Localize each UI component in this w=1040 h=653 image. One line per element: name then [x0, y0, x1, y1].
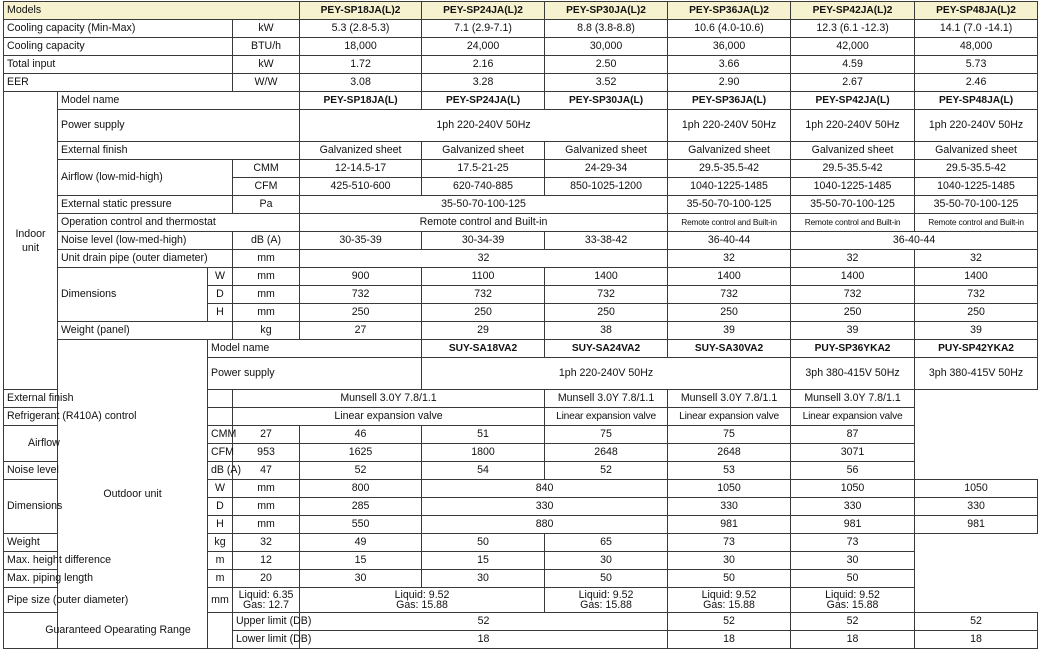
table-cell: 3071 [791, 444, 915, 462]
table-cell: 30 [422, 570, 545, 588]
pipe-gas: Gas: 15.88 [826, 599, 879, 611]
table-cell: 10.6 (4.0-10.6) [668, 20, 791, 38]
table-row [4, 268, 1038, 286]
table-cell: 12 [233, 552, 300, 570]
table-cell: 65 [545, 534, 668, 552]
table-cell: Galvanized sheet [668, 142, 791, 160]
table-cell: Munsell 3.0Y 7.8/1.1 [545, 390, 668, 408]
table-cell: 14.1 (7.0 -14.1) [915, 20, 1038, 38]
table-row [4, 214, 1038, 232]
table-cell: 250 [300, 304, 422, 322]
row-label: Unit drain pipe (outer diameter) [58, 250, 233, 268]
table-cell: PEY-SP36JA(L) [668, 92, 791, 110]
table-cell: Galvanized sheet [422, 142, 545, 160]
table-cell: 12.3 (6.1 -12.3) [791, 20, 915, 38]
table-cell: 12-14.5-17 [300, 160, 422, 178]
table-cell: 1ph 220-240V 50Hz [668, 110, 791, 142]
row-unit: mm [233, 480, 300, 498]
table-cell: Munsell 3.0Y 7.8/1.1 [791, 390, 915, 408]
table-cell: 250 [915, 304, 1038, 322]
table-cell: PEY-SP42JA(L) [791, 92, 915, 110]
table-cell: 1400 [915, 268, 1038, 286]
table-cell: 3.52 [545, 74, 668, 92]
row-unit: mm [233, 250, 300, 268]
table-cell: 30,000 [545, 38, 668, 56]
table-cell: PEY-SP24JA(L) [422, 92, 545, 110]
row-unit: Lower limit (DB) [233, 631, 300, 649]
row-unit: CMM [208, 426, 233, 444]
table-cell: 1100 [422, 268, 545, 286]
table-cell: 17.5-21-25 [422, 160, 545, 178]
table-row [4, 613, 1038, 631]
table-row [4, 588, 1038, 613]
table-cell: 1ph 220-240V 50Hz [791, 110, 915, 142]
table-cell: 42,000 [791, 38, 915, 56]
table-cell: 32 [668, 250, 791, 268]
row-label: Total input [4, 56, 233, 74]
table-header-row [4, 2, 1038, 20]
row-unit: m [208, 552, 233, 570]
table-row [4, 196, 1038, 214]
dimension-axis: D [208, 498, 233, 516]
row-label: Max. piping length [4, 570, 208, 588]
row-unit: mm [233, 268, 300, 286]
table-cell: 981 [668, 516, 791, 534]
row-label: Airflow [4, 426, 208, 462]
row-label: Operation control and thermostat [58, 214, 300, 232]
table-cell: 250 [668, 304, 791, 322]
table-row [4, 250, 1038, 268]
row-label: Cooling capacity (Min-Max) [4, 20, 233, 38]
table-cell: 15 [300, 552, 422, 570]
row-label: Power supply [208, 358, 422, 390]
table-cell: 250 [545, 304, 668, 322]
row-unit: W/W [233, 74, 300, 92]
table-cell: 56 [791, 462, 915, 480]
table-cell: 330 [915, 498, 1038, 516]
table-cell: 2.67 [791, 74, 915, 92]
row-label: Weight [4, 534, 208, 552]
table-cell: 39 [791, 322, 915, 340]
table-cell: PEY-SP30JA(L) [545, 92, 668, 110]
table-cell: 18,000 [300, 38, 422, 56]
table-cell: Linear expansion valve [545, 408, 668, 426]
table-cell: 51 [422, 426, 545, 444]
table-row [4, 534, 1038, 552]
row-unit: mm [208, 588, 233, 613]
table-cell: Remote control and Built-in [300, 214, 668, 232]
table-cell: 3.66 [668, 56, 791, 74]
table-cell: 880 [422, 516, 668, 534]
table-cell: 20 [233, 570, 300, 588]
table-cell: 800 [300, 480, 422, 498]
table-cell: 47 [233, 462, 300, 480]
table-cell: Galvanized sheet [791, 142, 915, 160]
table-cell: 7.1 (2.9-7.1) [422, 20, 545, 38]
table-cell: 15 [422, 552, 545, 570]
table-cell: 900 [300, 268, 422, 286]
table-cell: 330 [668, 498, 791, 516]
table-cell: SUY-SA18VA2 [422, 340, 545, 358]
row-label: Guaranteed Opearating Range [4, 613, 233, 649]
table-cell: 1ph 220-240V 50Hz [422, 358, 791, 390]
pipe-gas: Gas: 15.88 [396, 599, 448, 611]
row-unit: kg [208, 534, 233, 552]
table-cell: 18 [791, 631, 915, 649]
table-cell: 732 [791, 286, 915, 304]
table-cell: 52 [668, 613, 791, 631]
table-cell: 27 [233, 426, 300, 444]
table-cell [300, 588, 545, 613]
table-cell: 30 [545, 552, 668, 570]
row-label: Power supply [58, 110, 300, 142]
table-row [4, 160, 1038, 178]
table-cell: 250 [422, 304, 545, 322]
row-label: External finish [58, 142, 300, 160]
table-cell: 1040-1225-1485 [791, 178, 915, 196]
table-cell: 1040-1225-1485 [915, 178, 1038, 196]
table-cell: 840 [422, 480, 668, 498]
dimension-axis: H [208, 304, 233, 322]
row-unit: mm [233, 516, 300, 534]
model-header: PEY-SP48JA(L)2 [915, 2, 1038, 20]
dimension-axis: D [208, 286, 233, 304]
models-label: Models [4, 2, 300, 20]
table-row [4, 552, 1038, 570]
table-row [4, 390, 1038, 408]
table-cell: 18 [668, 631, 791, 649]
table-cell: 732 [422, 286, 545, 304]
row-label: Airflow (low-mid-high) [58, 160, 233, 196]
row-label: Cooling capacity [4, 38, 233, 56]
table-cell: Remote control and Built-in [668, 214, 791, 232]
table-cell: 285 [300, 498, 422, 516]
table-cell: Linear expansion valve [233, 408, 545, 426]
table-row [4, 20, 1038, 38]
table-cell: 24-29-34 [545, 160, 668, 178]
table-cell: 49 [300, 534, 422, 552]
table-cell: 30 [300, 570, 422, 588]
table-cell: 35-50-70-100-125 [791, 196, 915, 214]
row-unit: mm [233, 286, 300, 304]
table-cell: 1800 [422, 444, 545, 462]
table-row [4, 426, 1038, 444]
row-label: Model name [58, 92, 300, 110]
dimension-axis: W [208, 480, 233, 498]
table-cell: 550 [300, 516, 422, 534]
table-cell: 48,000 [915, 38, 1038, 56]
row-unit: kW [233, 20, 300, 38]
table-cell: 27 [300, 322, 422, 340]
row-label: Noise level (low-med-high) [58, 232, 233, 250]
indoor-section-label: Indoor unit [4, 92, 58, 390]
table-cell: 32 [791, 250, 915, 268]
model-header: PEY-SP30JA(L)2 [545, 2, 668, 20]
table-cell: 50 [545, 570, 668, 588]
table-cell: 1050 [915, 480, 1038, 498]
row-unit: kg [233, 322, 300, 340]
model-header: PEY-SP18JA(L)2 [300, 2, 422, 20]
table-cell: 5.3 (2.8-5.3) [300, 20, 422, 38]
table-cell: 30-34-39 [422, 232, 545, 250]
row-label: External finish [4, 390, 233, 408]
table-cell: 30 [668, 552, 791, 570]
table-cell: 52 [791, 613, 915, 631]
row-unit: m [208, 570, 233, 588]
table-cell: 29.5-35.5-42 [915, 160, 1038, 178]
table-cell: Galvanized sheet [300, 142, 422, 160]
table-cell: 1040-1225-1485 [668, 178, 791, 196]
table-cell: 1050 [791, 480, 915, 498]
row-unit: CMM [233, 160, 300, 178]
table-row [4, 110, 1038, 142]
table-cell: 52 [915, 613, 1038, 631]
table-cell: 36,000 [668, 38, 791, 56]
dimension-axis: W [208, 268, 233, 286]
table-cell: 38 [545, 322, 668, 340]
table-cell: 4.59 [791, 56, 915, 74]
row-label: External static pressure [58, 196, 233, 214]
table-row [4, 56, 1038, 74]
table-cell: 953 [233, 444, 300, 462]
table-row [4, 570, 1038, 588]
table-cell: 35-50-70-100-125 [300, 196, 668, 214]
table-cell: Linear expansion valve [668, 408, 791, 426]
row-label: Refrigerant (R410A) control [4, 408, 233, 426]
model-header: PEY-SP36JA(L)2 [668, 2, 791, 20]
table-row [4, 142, 1038, 160]
table-cell: 981 [791, 516, 915, 534]
table-cell: 3.08 [300, 74, 422, 92]
table-cell: 53 [668, 462, 791, 480]
table-cell: 73 [791, 534, 915, 552]
table-cell: 2648 [668, 444, 791, 462]
table-cell: PEY-SP48JA(L) [915, 92, 1038, 110]
table-cell: 39 [668, 322, 791, 340]
table-cell: 1400 [668, 268, 791, 286]
table-cell: 732 [545, 286, 668, 304]
table-cell: 75 [668, 426, 791, 444]
table-cell: 330 [422, 498, 668, 516]
table-cell: 330 [791, 498, 915, 516]
table-cell: 5.73 [915, 56, 1038, 74]
table-cell: 3.28 [422, 74, 545, 92]
table-cell: 35-50-70-100-125 [668, 196, 791, 214]
table-row [4, 322, 1038, 340]
row-unit: BTU/h [233, 38, 300, 56]
row-label: Max. height difference [4, 552, 208, 570]
table-row [4, 74, 1038, 92]
table-cell: 1625 [300, 444, 422, 462]
table-row [4, 232, 1038, 250]
table-cell: 52 [300, 613, 668, 631]
table-cell: Galvanized sheet [915, 142, 1038, 160]
table-cell: 1ph 220-240V 50Hz [300, 110, 668, 142]
table-cell: SUY-SA30VA2 [668, 340, 791, 358]
table-cell: 46 [300, 426, 422, 444]
row-label: EER [4, 74, 233, 92]
table-cell: 32 [300, 250, 668, 268]
pipe-liquid: Liquid: 6.35 [238, 589, 294, 601]
table-cell: 1400 [791, 268, 915, 286]
pipe-liquid: Liquid: 9.52 [701, 589, 757, 601]
model-header: PEY-SP24JA(L)2 [422, 2, 545, 20]
table-cell: 30 [791, 552, 915, 570]
table-cell: 425-510-600 [300, 178, 422, 196]
table-cell: 1.72 [300, 56, 422, 74]
table-cell: 2.50 [545, 56, 668, 74]
table-cell: Remote control and Built-in [791, 214, 915, 232]
row-label: Pipe size (outer diameter) [4, 588, 208, 613]
table-cell: 2.16 [422, 56, 545, 74]
row-unit: Pa [233, 196, 300, 214]
table-cell: 87 [791, 426, 915, 444]
row-unit: CFM [208, 444, 233, 462]
table-row [4, 340, 1038, 358]
pipe-liquid: Liquid: 9.52 [825, 589, 880, 601]
table-row [4, 38, 1038, 56]
table-cell: 50 [791, 570, 915, 588]
table-cell: 981 [915, 516, 1038, 534]
table-cell: 732 [915, 286, 1038, 304]
spec-table [3, 1, 1038, 649]
table-cell: 732 [300, 286, 422, 304]
table-cell: 75 [545, 426, 668, 444]
table-cell [668, 588, 791, 613]
table-cell: 29.5-35.5-42 [791, 160, 915, 178]
table-row [4, 92, 1038, 110]
pipe-gas: Gas: 15.88 [580, 599, 632, 611]
table-cell: PUY-SP36YKA2 [791, 340, 915, 358]
table-cell: 18 [300, 631, 668, 649]
table-cell: 2.90 [668, 74, 791, 92]
table-cell: 35-50-70-100-125 [915, 196, 1038, 214]
row-unit: kW [233, 56, 300, 74]
model-header: PEY-SP42JA(L)2 [791, 2, 915, 20]
table-cell: 29.5-35.5-42 [668, 160, 791, 178]
row-label: Noise level [4, 462, 208, 480]
table-cell: Remote control and Built-in [915, 214, 1038, 232]
row-unit: CFM [233, 178, 300, 196]
table-cell: 850-1025-1200 [545, 178, 668, 196]
table-cell: 52 [300, 462, 422, 480]
row-label: Weight (panel) [58, 322, 233, 340]
table-cell: Munsell 3.0Y 7.8/1.1 [668, 390, 791, 408]
table-cell: 36-40-44 [668, 232, 791, 250]
table-cell: 54 [422, 462, 545, 480]
table-cell: 30-35-39 [300, 232, 422, 250]
table-cell: 1ph 220-240V 50Hz [915, 110, 1038, 142]
table-cell: PEY-SP18JA(L) [300, 92, 422, 110]
row-unit: dB (A) [233, 232, 300, 250]
outdoor-section-label: Outdoor unit [58, 340, 208, 649]
table-cell [233, 588, 300, 613]
pipe-liquid: Liquid: 9.52 [394, 589, 450, 601]
table-cell: 29 [422, 322, 545, 340]
pipe-liquid: Liquid: 9.52 [578, 589, 634, 601]
dimension-axis: H [208, 516, 233, 534]
row-label: Dimensions [4, 480, 58, 534]
table-cell: Munsell 3.0Y 7.8/1.1 [233, 390, 545, 408]
table-cell: 3ph 380-415V 50Hz [791, 358, 915, 390]
table-cell: SUY-SA24VA2 [545, 340, 668, 358]
table-cell: 33-38-42 [545, 232, 668, 250]
table-cell: 24,000 [422, 38, 545, 56]
row-label: Model name [208, 340, 422, 358]
table-cell: 2648 [545, 444, 668, 462]
table-cell [791, 588, 915, 613]
table-cell: 52 [545, 462, 668, 480]
row-unit: mm [233, 498, 300, 516]
table-cell: Galvanized sheet [545, 142, 668, 160]
table-cell: 32 [233, 534, 300, 552]
table-cell [545, 588, 668, 613]
row-unit: Upper limit (DB) [233, 613, 300, 631]
row-label: Dimensions [58, 268, 208, 322]
table-row [4, 408, 1038, 426]
table-cell: Linear expansion valve [791, 408, 915, 426]
table-cell: 2.46 [915, 74, 1038, 92]
table-cell: 39 [915, 322, 1038, 340]
pipe-gas: Gas: 12.7 [243, 599, 289, 611]
table-cell: 1400 [545, 268, 668, 286]
table-cell: 8.8 (3.8-8.8) [545, 20, 668, 38]
table-cell: 3ph 380-415V 50Hz [915, 358, 1038, 390]
pipe-gas: Gas: 15.88 [703, 599, 755, 611]
table-cell: 1050 [668, 480, 791, 498]
table-cell: 50 [422, 534, 545, 552]
table-cell: 250 [791, 304, 915, 322]
table-row [4, 462, 1038, 480]
row-unit: dB (A) [208, 462, 233, 480]
table-cell: 620-740-885 [422, 178, 545, 196]
table-cell: 32 [915, 250, 1038, 268]
row-unit: mm [233, 304, 300, 322]
table-cell: 36-40-44 [791, 232, 1038, 250]
table-cell: 50 [668, 570, 791, 588]
table-cell: PUY-SP42YKA2 [915, 340, 1038, 358]
table-cell: 732 [668, 286, 791, 304]
table-cell: 73 [668, 534, 791, 552]
table-cell: 18 [915, 631, 1038, 649]
